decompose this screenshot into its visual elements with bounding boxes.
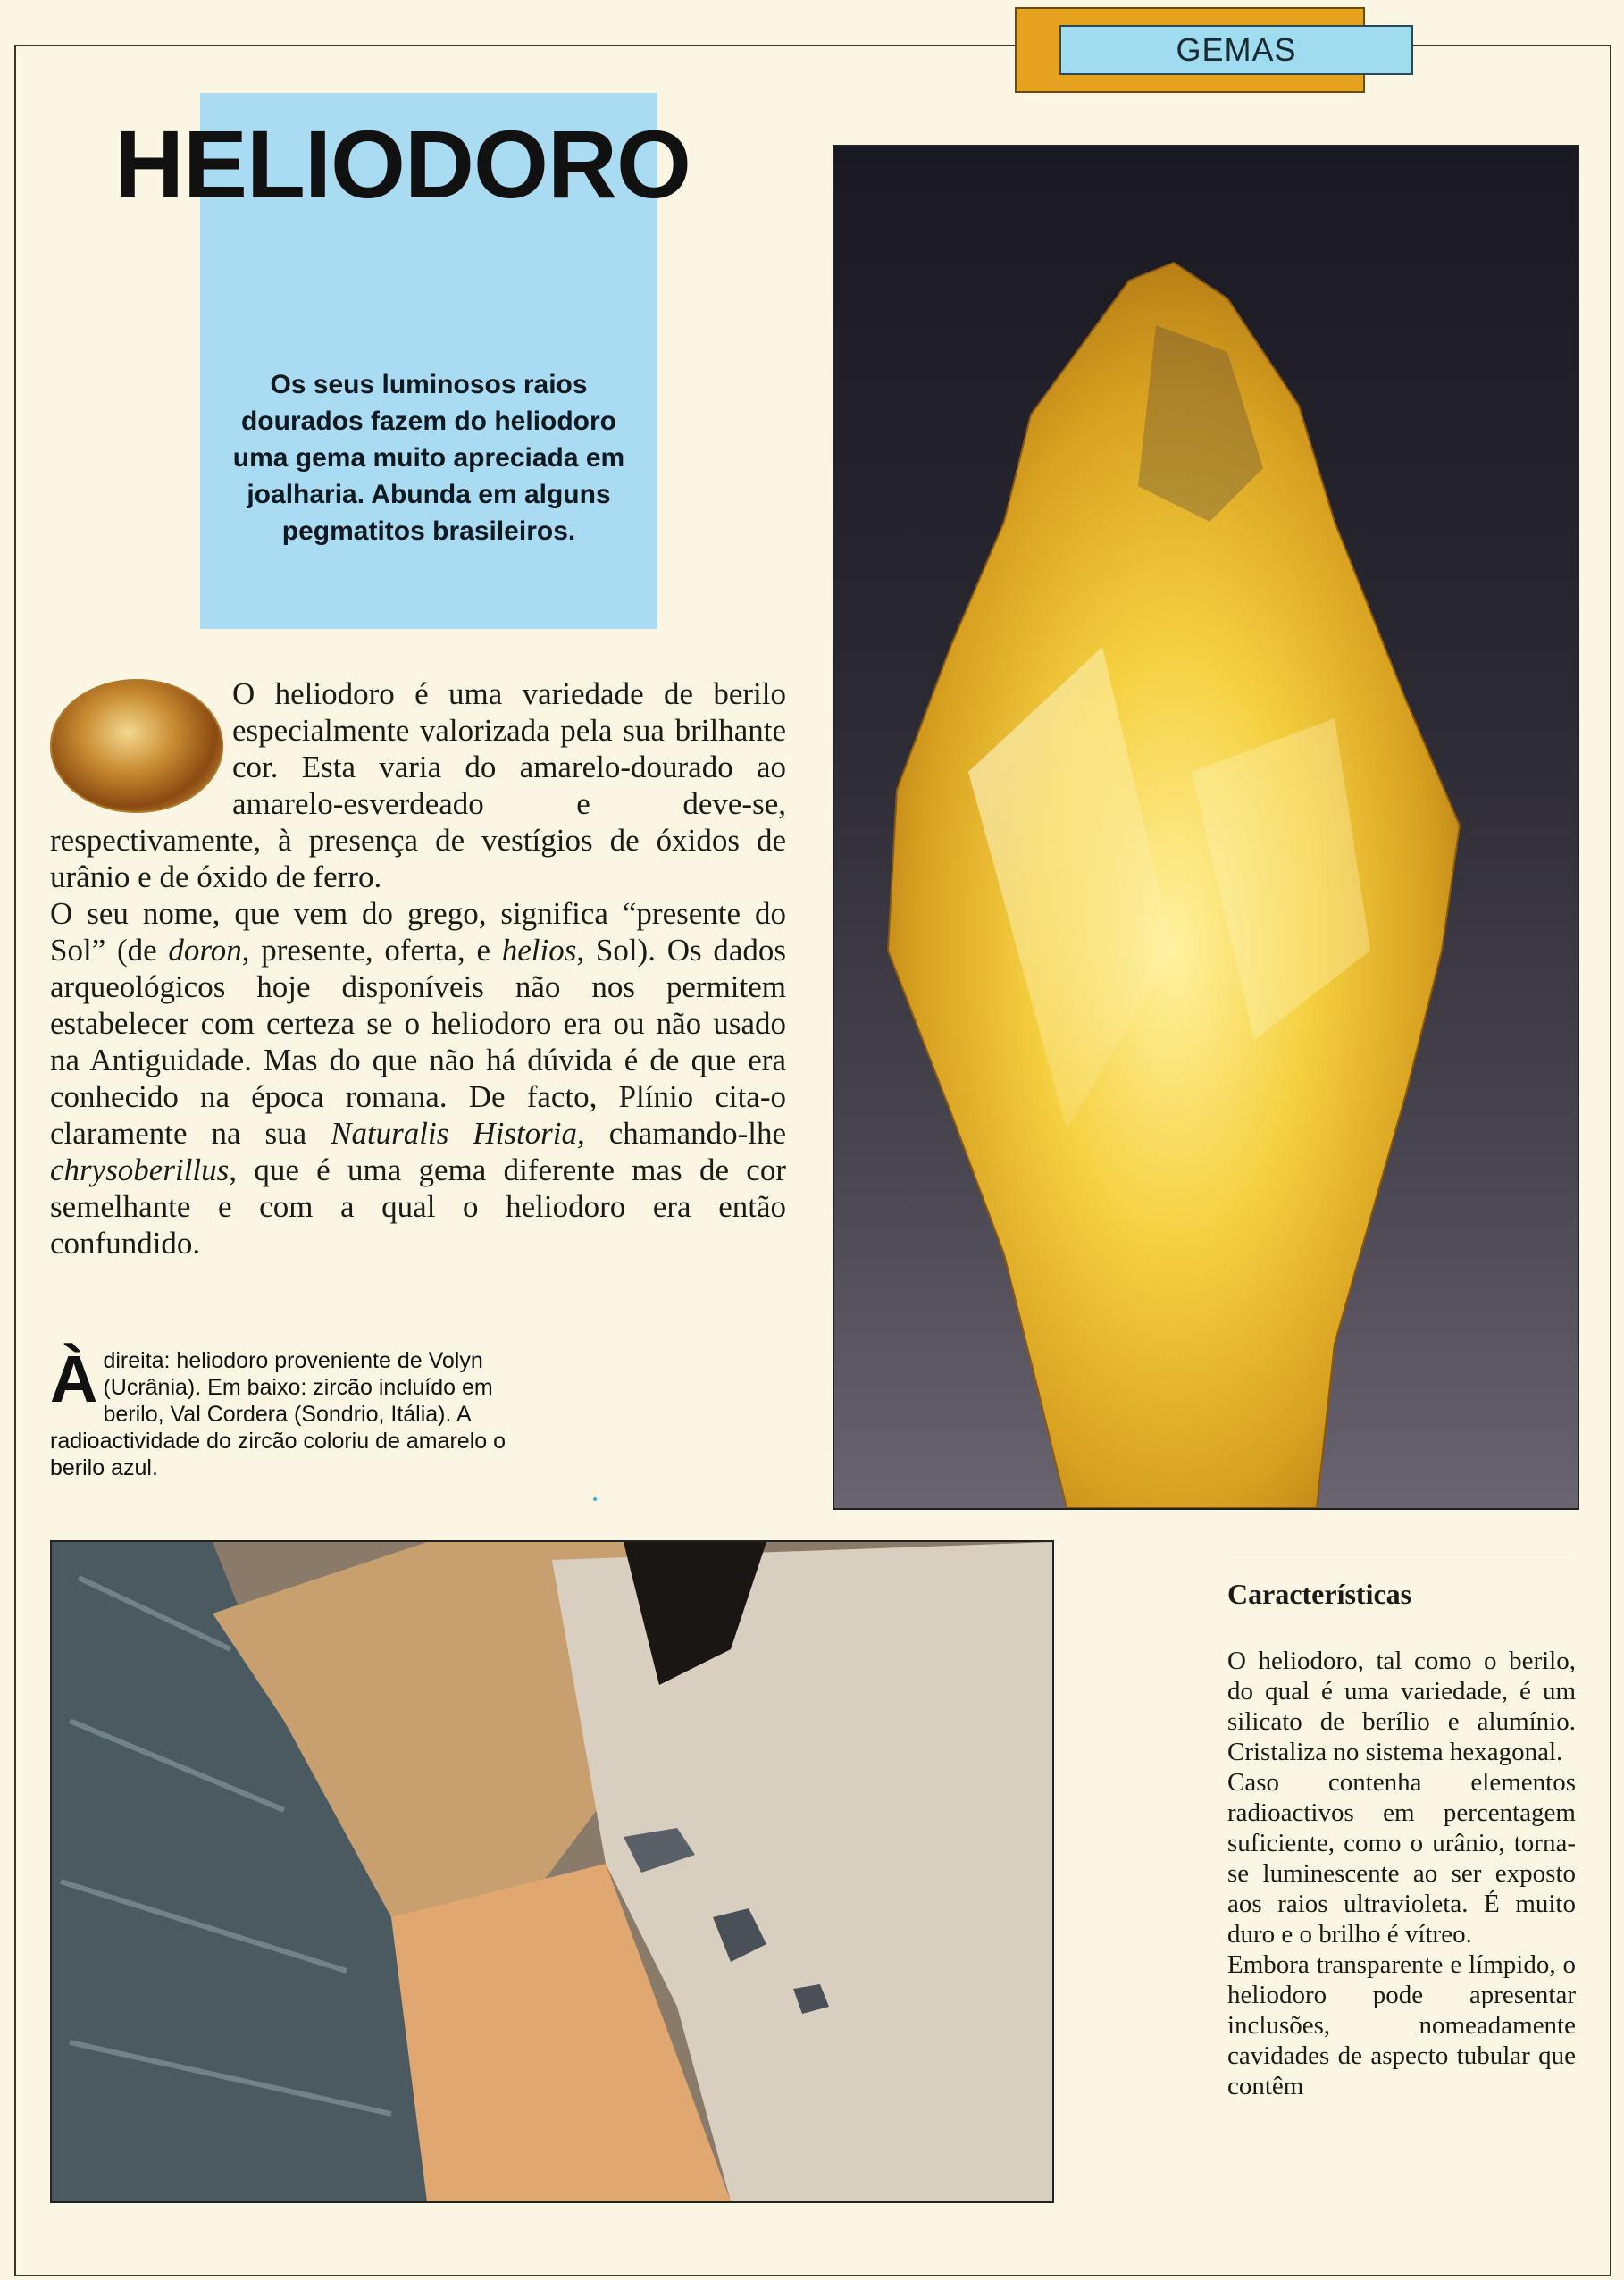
article-paragraph-2 bbox=[50, 895, 786, 1262]
photo-caption bbox=[50, 1342, 532, 1481]
article-text: chamando-lhe bbox=[584, 1116, 786, 1151]
caption-text: direita: heliodoro proveniente de Volyn (Ucrânia). Em baixo: zircão incluído em berilo, Val Cordera (Sondrio, Itália). A radioactividade do zircão coloriu de amarelo o berilo azul. bbox=[50, 1348, 506, 1480]
zircon-in-beryl-illustration bbox=[52, 1542, 1052, 2201]
article-term-naturalis: Naturalis Historia, bbox=[331, 1116, 585, 1151]
article-text: , que é uma gema diferente mas de cor semelhante e com a qual o heliodoro era então confundido. bbox=[50, 1153, 786, 1261]
article-paragraph-1: O heliodoro é uma variedade de berilo especialmente valorizada pela sua brilhante cor. Esta varia do amarelo-dourado ao amarelo-esverdeado e deve-se, respectivamente, à presença de vestígios de óxidos de urânio e de óxido de ferro. bbox=[50, 676, 786, 894]
main-article bbox=[50, 675, 786, 1262]
article-text: , presente, oferta, e bbox=[241, 933, 502, 968]
heliodor-crystal-illustration bbox=[834, 147, 1578, 1508]
zircon-in-beryl-photo bbox=[50, 1540, 1054, 2203]
gem-image-spacer bbox=[50, 675, 232, 818]
page-title: HELIODORO bbox=[114, 110, 691, 218]
characteristics-paragraph-1: O heliodoro, tal como o berilo, do qual é uma variedade, é um silicato de berílio e alumínio. Cristaliza no sistema hexagonal. bbox=[1227, 1647, 1576, 1766]
article-text: , Sol). Os dados arqueológicos hoje disponíveis não nos permitem estabelecer com certeza se o heliodoro era ou não usado na Antiguidade. Mas do que não há dúvida é de que era conhecido na época romana. De facto, Plínio cita-o claramente na sua bbox=[50, 933, 787, 1151]
caption-dropcap: À bbox=[50, 1342, 98, 1416]
characteristics-title: Características bbox=[1227, 1578, 1412, 1610]
article-term-helios: helios bbox=[501, 933, 577, 968]
article-text: O seu nome, que vem do grego, significa “presente do Sol” (de bbox=[50, 896, 786, 968]
characteristics-paragraph-3: Embora transparente e límpido, o heliodoro pode apresentar inclusões, nomeadamente cavidades de aspecto tubular que contêm bbox=[1227, 1950, 1576, 2100]
article-term-chrysoberillus: chrysoberillus bbox=[50, 1153, 230, 1187]
heliodor-crystal-photo bbox=[833, 145, 1579, 1510]
characteristics-paragraph-2: Caso contenha elementos radioactivos em percentagem suficiente, como o urânio, torna-se luminescente ao ser exposto aos raios ultravioleta. É muito duro e o brilho é vítreo. bbox=[1227, 1768, 1576, 1949]
article-term-doron: doron bbox=[168, 933, 242, 968]
section-tab: GEMAS bbox=[1059, 25, 1413, 75]
decorative-dot bbox=[593, 1497, 597, 1501]
characteristics-text bbox=[1227, 1646, 1576, 2101]
lead-text: Os seus luminosos raios dourados fazem do heliodoro uma gema muito apreciada em joalharia. Abunda em alguns pegmatitos brasileiros. bbox=[232, 370, 625, 546]
